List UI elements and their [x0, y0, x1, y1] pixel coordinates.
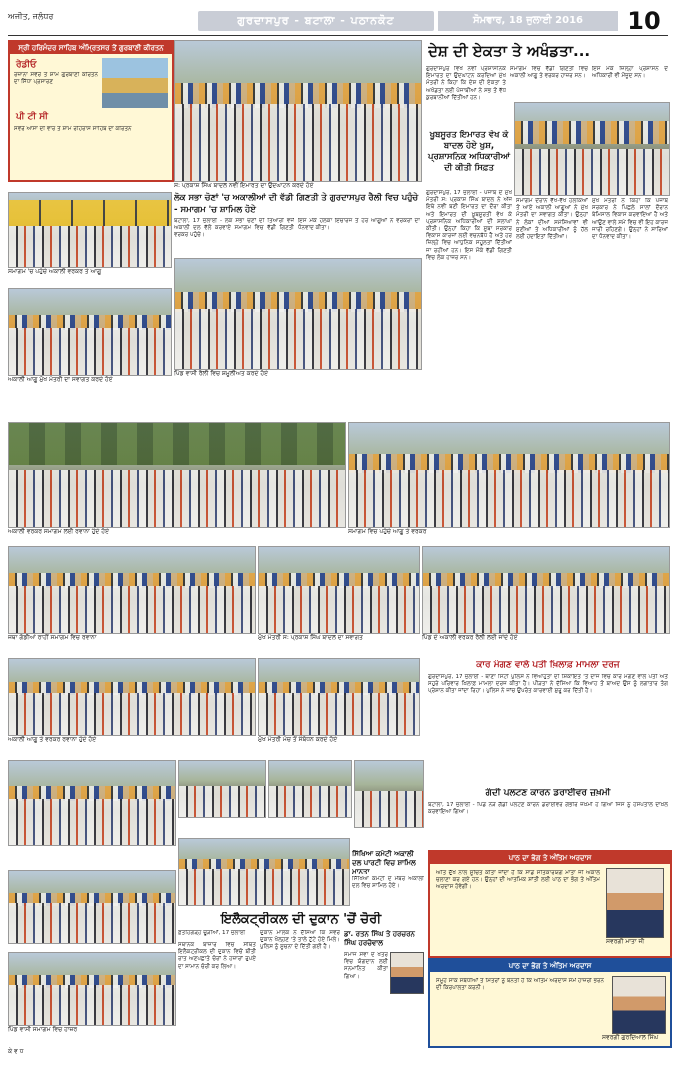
- obituary-1-title: ਪਾਠ ਦਾ ਭੋਗ ਤੇ ਅੰਤਿਮ ਅਰਦਾਸ: [430, 852, 670, 864]
- workers-photo: [8, 658, 256, 736]
- village-photo: [422, 546, 670, 634]
- theft-dateline: ਫ਼ਤਹਿਗੜ੍ਹ ਚੂੜੀਆਂ, 17 ਜੁਲਾਈ: [178, 930, 246, 936]
- story2-text-a: ਬਟਾਲਾ, 17 ਜੁਲਾਈ - ਲੋਕ ਸਭਾ ਚੋਣਾਂ ਦੀ ਤਿਆਰੀ ਵਜੋਂ ਅਕਾਲੀ ਦਲ ਵੱਲੋਂ ਕਰਵਾਏ ਸਮਾਗਮ ਵਿਚ ਵੱਡੀ ਗਿਣਤੀ ਵਰਕਰ ਪਹੁੰਚੇ।: [174, 218, 294, 239]
- caption-1: ਸ: ਪ੍ਰਕਾਸ਼ ਸਿੰਘ ਬਾਦਲ ਨਵੀਂ ਇਮਾਰਤ ਦਾ ਉਦਘਾਟਨ ਕਰਦੇ ਹੋਏ: [174, 182, 314, 189]
- obituary-2-portrait: [612, 976, 666, 1034]
- lead-subhead: ਖੂਬਸੂਰਤ ਇਮਾਰਤ ਵੇਖ ਕੇ ਬਾਦਲ ਹੋਏ ਖੁਸ਼, ਪ੍ਰਸ਼ਾਸਨਿਕ ਅਧਿਕਾਰੀਆਂ ਦੀ ਕੀਤੀ ਸਿਫ਼ਤ: [427, 130, 511, 173]
- page-header: [8, 8, 668, 36]
- lead-body-right: ਮੁੱਖ ਮੰਤਰੀ ਨੇ ਕਿਹਾ ਕਿ ਪੰਜਾਬ ਸਰਕਾਰ ਨੇ ਪਿਛਲੇ ਸਾਲਾਂ ਦੌਰਾਨ ਬੇਮਿਸਾਲ ਵਿਕਾਸ ਕਰਵਾਇਆ ਹੈ ਅਤੇ ਆਉਣ ਵਾਲੇ ਸਮੇਂ ਵਿਚ ਵੀ ਇਹ ਕਾਰਜ ਜਾਰੀ ਰਹਿਣਗੇ। ਉਨ੍ਹਾਂ ਨੇ ਸਾਰਿਆਂ ਦਾ ਧੰਨਵਾਦ ਕੀਤਾ।: [592, 198, 668, 241]
- accident-body: ਬਟਾਲਾ, 17 ਜੁਲਾਈ - ਪਿੰਡ ਨੇੜੇ ਗੱਡੀ ਪਲਟਣ ਕਾਰਨ ਡਰਾਈਵਰ ਗੰਭੀਰ ਜ਼ਖ਼ਮੀ ਹੋ ਗਿਆ ਜਿਸ ਨੂੰ ਹਸਪਤਾਲ ਦਾਖ਼ਲ ਕਰਵਾਇਆ ਗਿਆ।: [428, 802, 668, 816]
- case-headline: ਕਾਰ ਮੰਗਣ ਵਾਲੇ ਪਤੀ ਖ਼ਿਲਾਫ਼ ਮਾਮਲਾ ਦਰਜ: [476, 660, 620, 670]
- obituary-1-name: ਸਵਰਗੀ ਮਾਤਾ ਜੀ: [606, 938, 645, 945]
- committee-headline: ਸਿੱਖਿਆ ਕਮੇਟੀ ਅਕਾਲੀ ਦਲ ਪਾਰਟੀ ਵਿਚ ਸ਼ਾਮਿਲ ਮਾਨਤਾ: [352, 850, 416, 874]
- accident-headline: ਗੰਦੀ ਪਲਟਣ ਕਾਰਨ ਡਰਾਈਵਰ ਜ਼ਖ਼ਮੀ: [485, 788, 611, 798]
- masthead-label: ਅਜੀਤ, ਜਲੰਧਰ: [8, 12, 54, 21]
- members-photo: [178, 838, 350, 906]
- footer-mark: ਕੇ ਵ ਧ: [8, 1048, 24, 1055]
- welcome-photo: [8, 288, 172, 376]
- gathering-photo: [348, 422, 670, 528]
- advert-radio: ਰੇਡੀਓ: [16, 60, 37, 70]
- handover-photo: [268, 760, 352, 818]
- obituary-2-body: ਸਮੂਹ ਸਾਕ ਸਬੰਧੀਆਂ ਤੇ ਮਿੱਤਰਾਂ ਨੂੰ ਬੇਨਤੀ ਹੈ ਕਿ ਅੰਤਿਮ ਅਰਦਾਸ ਸਮੇਂ ਹਾਜ਼ਰੀ ਭਰਨ ਦੀ ਕਿਰਪਾਲਤਾ ਕਰਨੀ।: [436, 978, 604, 992]
- caption-3: ਅਕਾਲੀ ਆਗੂ ਮੁੱਖ ਮੰਤਰੀ ਦਾ ਸਵਾਗਤ ਕਰਦੇ ਹੋਏ: [8, 376, 113, 383]
- convoy-photo: [8, 546, 256, 634]
- lead-text-col1: ਗੁਰਦਾਸਪੁਰ ਵਿਖੇ ਨਵੀਂ ਪ੍ਰਸ਼ਾਸਨਿਕ ਇਮਾਰਤ ਦਾ ਉਦਘਾਟਨ ਕਰਦਿਆਂ ਮੁੱਖ ਮੰਤਰੀ ਨੇ ਕਿਹਾ ਕਿ ਦੇਸ਼ ਦੀ ਏਕਤਾ ਤੇ ਅਖੰਡਤਾ ਲਈ ਪੰਜਾਬੀਆਂ ਨੇ ਸਭ ਤੋਂ ਵੱਧ ਕੁਰਬਾਨੀਆਂ ਦਿੱਤੀਆਂ ਹਨ।: [426, 66, 506, 101]
- lead-body-left: ਗੁਰਦਾਸਪੁਰ, 17 ਜੁਲਾਈ - ਪੰਜਾਬ ਦੇ ਮੁੱਖ ਮੰਤਰੀ ਸ: ਪ੍ਰਕਾਸ਼ ਸਿੰਘ ਬਾਦਲ ਨੇ ਅੱਜ ਇਥੇ ਨਵੀਂ ਬਣੀ ਇਮਾਰਤ ਦਾ ਦੌਰਾ ਕੀਤਾ ਅਤੇ ਇਮਾਰਤ ਦੀ ਖ਼ੂਬਸੂਰਤੀ ਵੇਖ ਕੇ ਪ੍ਰਸ਼ਾਸਨਿਕ ਅਧਿਕਾਰੀਆਂ ਦੀ ਸ਼ਲਾਘਾ ਕੀਤੀ। ਉਨ੍ਹਾਂ ਕਿਹਾ ਕਿ ਸੂਬਾ ਸਰਕਾਰ ਵਿਕਾਸ ਕਾਰਜਾਂ ਲਈ ਵਚਨਬੱਧ ਹੈ ਅਤੇ ਹਰ ਜ਼ਿਲ੍ਹੇ ਵਿਚ ਆਧੁਨਿਕ ਸਹੂਲਤਾਂ ਦਿੱਤੀਆਂ ਜਾ ਰਹੀਆਂ ਹਨ। ਇਸ ਮੌਕੇ ਵੱਡੀ ਗਿਣਤੀ ਵਿਚ ਲੋਕ ਹਾਜ਼ਰ ਸਨ।: [426, 190, 512, 261]
- obituary-ad-1: [428, 850, 672, 958]
- obituary-2-name: ਸਵਰਗੀ ਗੁਰਦਿਆਲ ਸਿੰਘ: [602, 1034, 659, 1041]
- lead-text-col2: ਸਮਾਗਮ ਵਿਚ ਵੱਡੀ ਗਿਣਤੀ ਵਿਚ ਅਕਾਲੀ ਆਗੂ ਤੇ ਵਰਕਰ ਹਾਜ਼ਰ ਸਨ।: [510, 66, 588, 80]
- trees-rally-photo: [8, 422, 346, 528]
- meeting-photo: [354, 760, 424, 828]
- caption-11: ਮੁੱਖ ਮੰਤਰੀ ਮੰਚ ਤੋਂ ਸੰਬੋਧਨ ਕਰਦੇ ਹੋਏ: [258, 736, 338, 743]
- portrait-group-photo: [178, 760, 266, 818]
- caption-4: ਪਿੰਡ ਵਾਸੀ ਰੈਲੀ ਵਿਚ ਸ਼ਮੂਲੀਅਤ ਕਰਦੇ ਹੋਏ: [174, 370, 268, 377]
- header-rule: [8, 35, 668, 36]
- stage-photo: [258, 658, 420, 736]
- protest-photo: [8, 870, 176, 944]
- story2-headline: ਲੋਕ ਸਭਾ ਚੋਣਾਂ 'ਚ ਅਕਾਲੀਆਂ ਦੀ ਵੱਡੀ ਗਿਣਤੀ ਤੇ ਗੁਰਦਾਸਪੁਰ ਰੈਲੀ ਵਿਚ ਪਹੁੰਚੇ - ਸਮਾਗਮ 'ਚ ਸ਼ਾਮਿਲ ਹੋਏ: [174, 193, 419, 215]
- obituary-2-title: ਪਾਠ ਦਾ ਭੋਗ ਤੇ ਅੰਤਿਮ ਅਰਦਾਸ: [430, 960, 670, 972]
- advert-title: ਸ੍ਰੀ ਹਰਿਮੰਦਰ ਸਾਹਿਬ ਅੰਮ੍ਰਿਤਸਰ ਤੋਂ ਗੁਰਬਾਣੀ ਕੀਰਤਨ: [10, 42, 172, 54]
- caption-9: ਪਿੰਡ ਦੇ ਅਕਾਲੀ ਵਰਕਰ ਰੈਲੀ ਲਈ ਜਾਂਦੇ ਹੋਏ: [422, 634, 518, 641]
- newspaper-page: [8, 8, 668, 1068]
- lead-body-mid: ਸਮਾਗਮ ਦੌਰਾਨ ਵੱਖ-ਵੱਖ ਹਲਕਿਆਂ ਤੋਂ ਆਏ ਅਕਾਲੀ ਆਗੂਆਂ ਨੇ ਮੁੱਖ ਮੰਤਰੀ ਦਾ ਸਵਾਗਤ ਕੀਤਾ। ਉਨ੍ਹਾਂ ਨੇ ਲੋਕਾਂ ਦੀਆਂ ਸਮੱਸਿਆਵਾਂ ਵੀ ਸੁਣੀਆਂ ਤੇ ਅਧਿਕਾਰੀਆਂ ਨੂੰ ਹੱਲ ਲਈ ਹਦਾਇਤਾਂ ਦਿੱਤੀਆਂ।: [516, 198, 588, 241]
- kirtan-advert: [8, 40, 174, 182]
- golden-temple-image: [102, 58, 168, 108]
- page-number: 10: [627, 7, 661, 35]
- story2-text-b: ਇਸ ਮੌਕੇ ਹਲਕਾ ਇੰਚਾਰਜ ਤੇ ਹੋਰ ਆਗੂਆਂ ਨੇ ਵਰਕਰਾਂ ਦਾ ਧੰਨਵਾਦ ਕੀਤਾ।: [298, 218, 420, 232]
- lead-headline: ਦੇਸ਼ ਦੀ ਏਕਤਾ ਤੇ ਅਖੰਡਤਾ...: [428, 42, 591, 60]
- committee-body: ਸਿੱਖਿਆ ਕਮੇਟੀ ਦੇ ਮੈਂਬਰ ਅਕਾਲੀ ਦਲ ਵਿਚ ਸ਼ਾਮਿਲ ਹੋਏ।: [352, 876, 424, 890]
- advert-text: ਰੋਜ਼ਾਨਾ ਸਵੇਰੇ ਤੇ ਸ਼ਾਮ ਗੁਰਬਾਣੀ ਕੀਰਤਨ ਦਾ ਸਿੱਧਾ ਪ੍ਰਸਾਰਣ: [14, 72, 98, 86]
- section-title: ਗੁਰਦਾਸਪੁਰ - ਬਟਾਲਾ - ਪਠਾਨਕੋਟ: [198, 11, 434, 31]
- rally-photo: [174, 258, 422, 370]
- caption-5: ਅਕਾਲੀ ਵਰਕਰ ਸਮਾਗਮ ਲਈ ਰਵਾਨਾ ਹੁੰਦੇ ਹੋਏ: [8, 528, 109, 535]
- theft-headline: ਇਲੈਕਟ੍ਰੀਕਲ ਦੀ ਦੁਕਾਨ 'ਚੋਂ ਚੋਰੀ: [220, 912, 382, 927]
- badal-welcome-photo: [258, 546, 420, 634]
- obituary-1-portrait: [606, 868, 664, 938]
- advert-channel: ਪੀ ਟੀ ਸੀ: [16, 112, 48, 122]
- advert-schedule: ਸਵੇਰੇ ਆਸਾ ਦੀ ਵਾਰ ਤੇ ਸ਼ਾਮ ਰਹਿਰਾਸ ਸਾਹਿਬ ਦਾ ਕੀਰਤਨ: [14, 126, 132, 132]
- obituary-1-body: ਅਤਿ ਦੁੱਖ ਨਾਲ ਸੂਚਿਤ ਕੀਤਾ ਜਾਂਦਾ ਹੈ ਕਿ ਸਾਡੇ ਸਤਿਕਾਰਯੋਗ ਮਾਤਾ ਜੀ ਅਕਾਲ ਚਲਾਣਾ ਕਰ ਗਏ ਹਨ। ਉਨ੍ਹਾਂ ਦੀ ਆਤਮਿਕ ਸ਼ਾਂਤੀ ਲਈ ਪਾਠ ਦਾ ਭੋਗ ਤੇ ਅੰਤਿਮ ਅਰਦਾਸ ਹੋਵੇਗੀ।: [436, 870, 600, 891]
- doctor-headline: ਡਾ. ਰਤਨ ਸਿੰਘ ਤੇ ਹਰਚਰਨ ਸਿੰਘ ਹਰਚੋਵਾਲ: [344, 930, 415, 947]
- committee-photo: [8, 760, 176, 846]
- obituary-ad-2: [428, 958, 672, 1048]
- cm-photo: [514, 102, 670, 196]
- theft-body-2: ਦੁਕਾਨ ਮਾਲਕ ਨੇ ਦੱਸਿਆ ਕਿ ਸਵੇਰੇ ਦੁਕਾਨ ਖੋਲ੍ਹਣ 'ਤੇ ਤਾਲੇ ਟੁੱਟੇ ਹੋਏ ਮਿਲੇ। ਪੁਲਿਸ ਨੂੰ ਸੂਚਨਾ ਦੇ ਦਿੱਤੀ ਗਈ ਹੈ।: [260, 930, 340, 951]
- caption-6: ਸਮਾਗਮ ਵਿਚ ਪਹੁੰਚੇ ਆਗੂ ਤੇ ਵਰਕਰ: [348, 528, 427, 535]
- theft-body-1: ਸਥਾਨਕ ਬਾਜ਼ਾਰ ਵਿਚ ਸਥਿਤ ਇਲੈਕਟ੍ਰੀਕਲ ਦੀ ਦੁਕਾਨ ਵਿਚੋਂ ਬੀਤੀ ਰਾਤ ਅਣਪਛਾਤੇ ਚੋਰਾਂ ਨੇ ਹਜ਼ਾਰਾਂ ਰੁਪਏ ਦਾ ਸਾਮਾਨ ਚੋਰੀ ਕਰ ਲਿਆ।: [178, 942, 256, 970]
- caption-2: ਸਮਾਗਮ 'ਚ ਪਹੁੰਚੇ ਅਕਾਲੀ ਵਰਕਰ ਤੇ ਆਗੂ: [8, 268, 102, 275]
- caption-10: ਅਕਾਲੀ ਆਗੂ ਤੇ ਵਰਕਰ ਰਵਾਨਾ ਹੁੰਦੇ ਹੋਏ: [8, 736, 97, 743]
- buses-photo: [8, 192, 172, 268]
- case-body: ਗੁਰਦਾਸਪੁਰ, 17 ਜੁਲਾਈ - ਥਾਣਾ ਸਿਟੀ ਪੁਲਿਸ ਨੇ ਵਿਆਹੁਤਾ ਦੀ ਸ਼ਿਕਾਇਤ 'ਤੇ ਦਾਜ ਵਿਚ ਕਾਰ ਮੰਗਣ ਵਾਲੇ ਪਤੀ ਅਤੇ ਸਹੁਰੇ ਪਰਿਵਾਰ ਖ਼ਿਲਾਫ਼ ਮਾਮਲਾ ਦਰਜ ਕੀਤਾ ਹੈ। ਪੀੜਤਾ ਨੇ ਦੱਸਿਆ ਕਿ ਵਿਆਹ ਤੋਂ ਬਾਅਦ ਉਸ ਨੂੰ ਲਗਾਤਾਰ ਤੰਗ ਪ੍ਰੇਸ਼ਾਨ ਕੀਤਾ ਜਾਂਦਾ ਰਿਹਾ। ਪੁਲਿਸ ਨੇ ਜਾਂਚ ਉਪਰੰਤ ਕਾਰਵਾਈ ਸ਼ੁਰੂ ਕਰ ਦਿੱਤੀ ਹੈ।: [428, 674, 668, 695]
- lead-text-col3: ਇਸ ਮੌਕੇ ਜ਼ਿਲ੍ਹਾ ਪ੍ਰਸ਼ਾਸਨ ਦੇ ਅਧਿਕਾਰੀ ਵੀ ਮੌਜੂਦ ਸਨ।: [592, 66, 668, 80]
- caption-bottom-left: ਪਿੰਡ ਵਾਸੀ ਸਮਾਗਮ ਵਿਚ ਹਾਜ਼ਰ: [8, 1026, 78, 1033]
- caption-7: ਜਥਾ ਗੱਡੀਆਂ ਰਾਹੀਂ ਸਮਾਗਮ ਵਿਚ ਰਵਾਨਾ: [8, 634, 97, 641]
- issue-date: ਸੋਮਵਾਰ, 18 ਜੁਲਾਈ 2016: [438, 11, 618, 31]
- doctor-portrait: [390, 952, 424, 994]
- doctor-body: ਸਮਾਜ ਸੇਵਾ ਦੇ ਖੇਤਰ ਵਿਚ ਯੋਗਦਾਨ ਲਈ ਸਨਮਾਨਿਤ ਕੀਤਾ ਗਿਆ।: [344, 952, 388, 980]
- flood-photo: [8, 952, 176, 1026]
- inauguration-photo: [174, 40, 422, 182]
- caption-8: ਮੁੱਖ ਮੰਤਰੀ ਸ: ਪ੍ਰਕਾਸ਼ ਸਿੰਘ ਬਾਦਲ ਦਾ ਸਵਾਗਤ: [258, 634, 363, 641]
